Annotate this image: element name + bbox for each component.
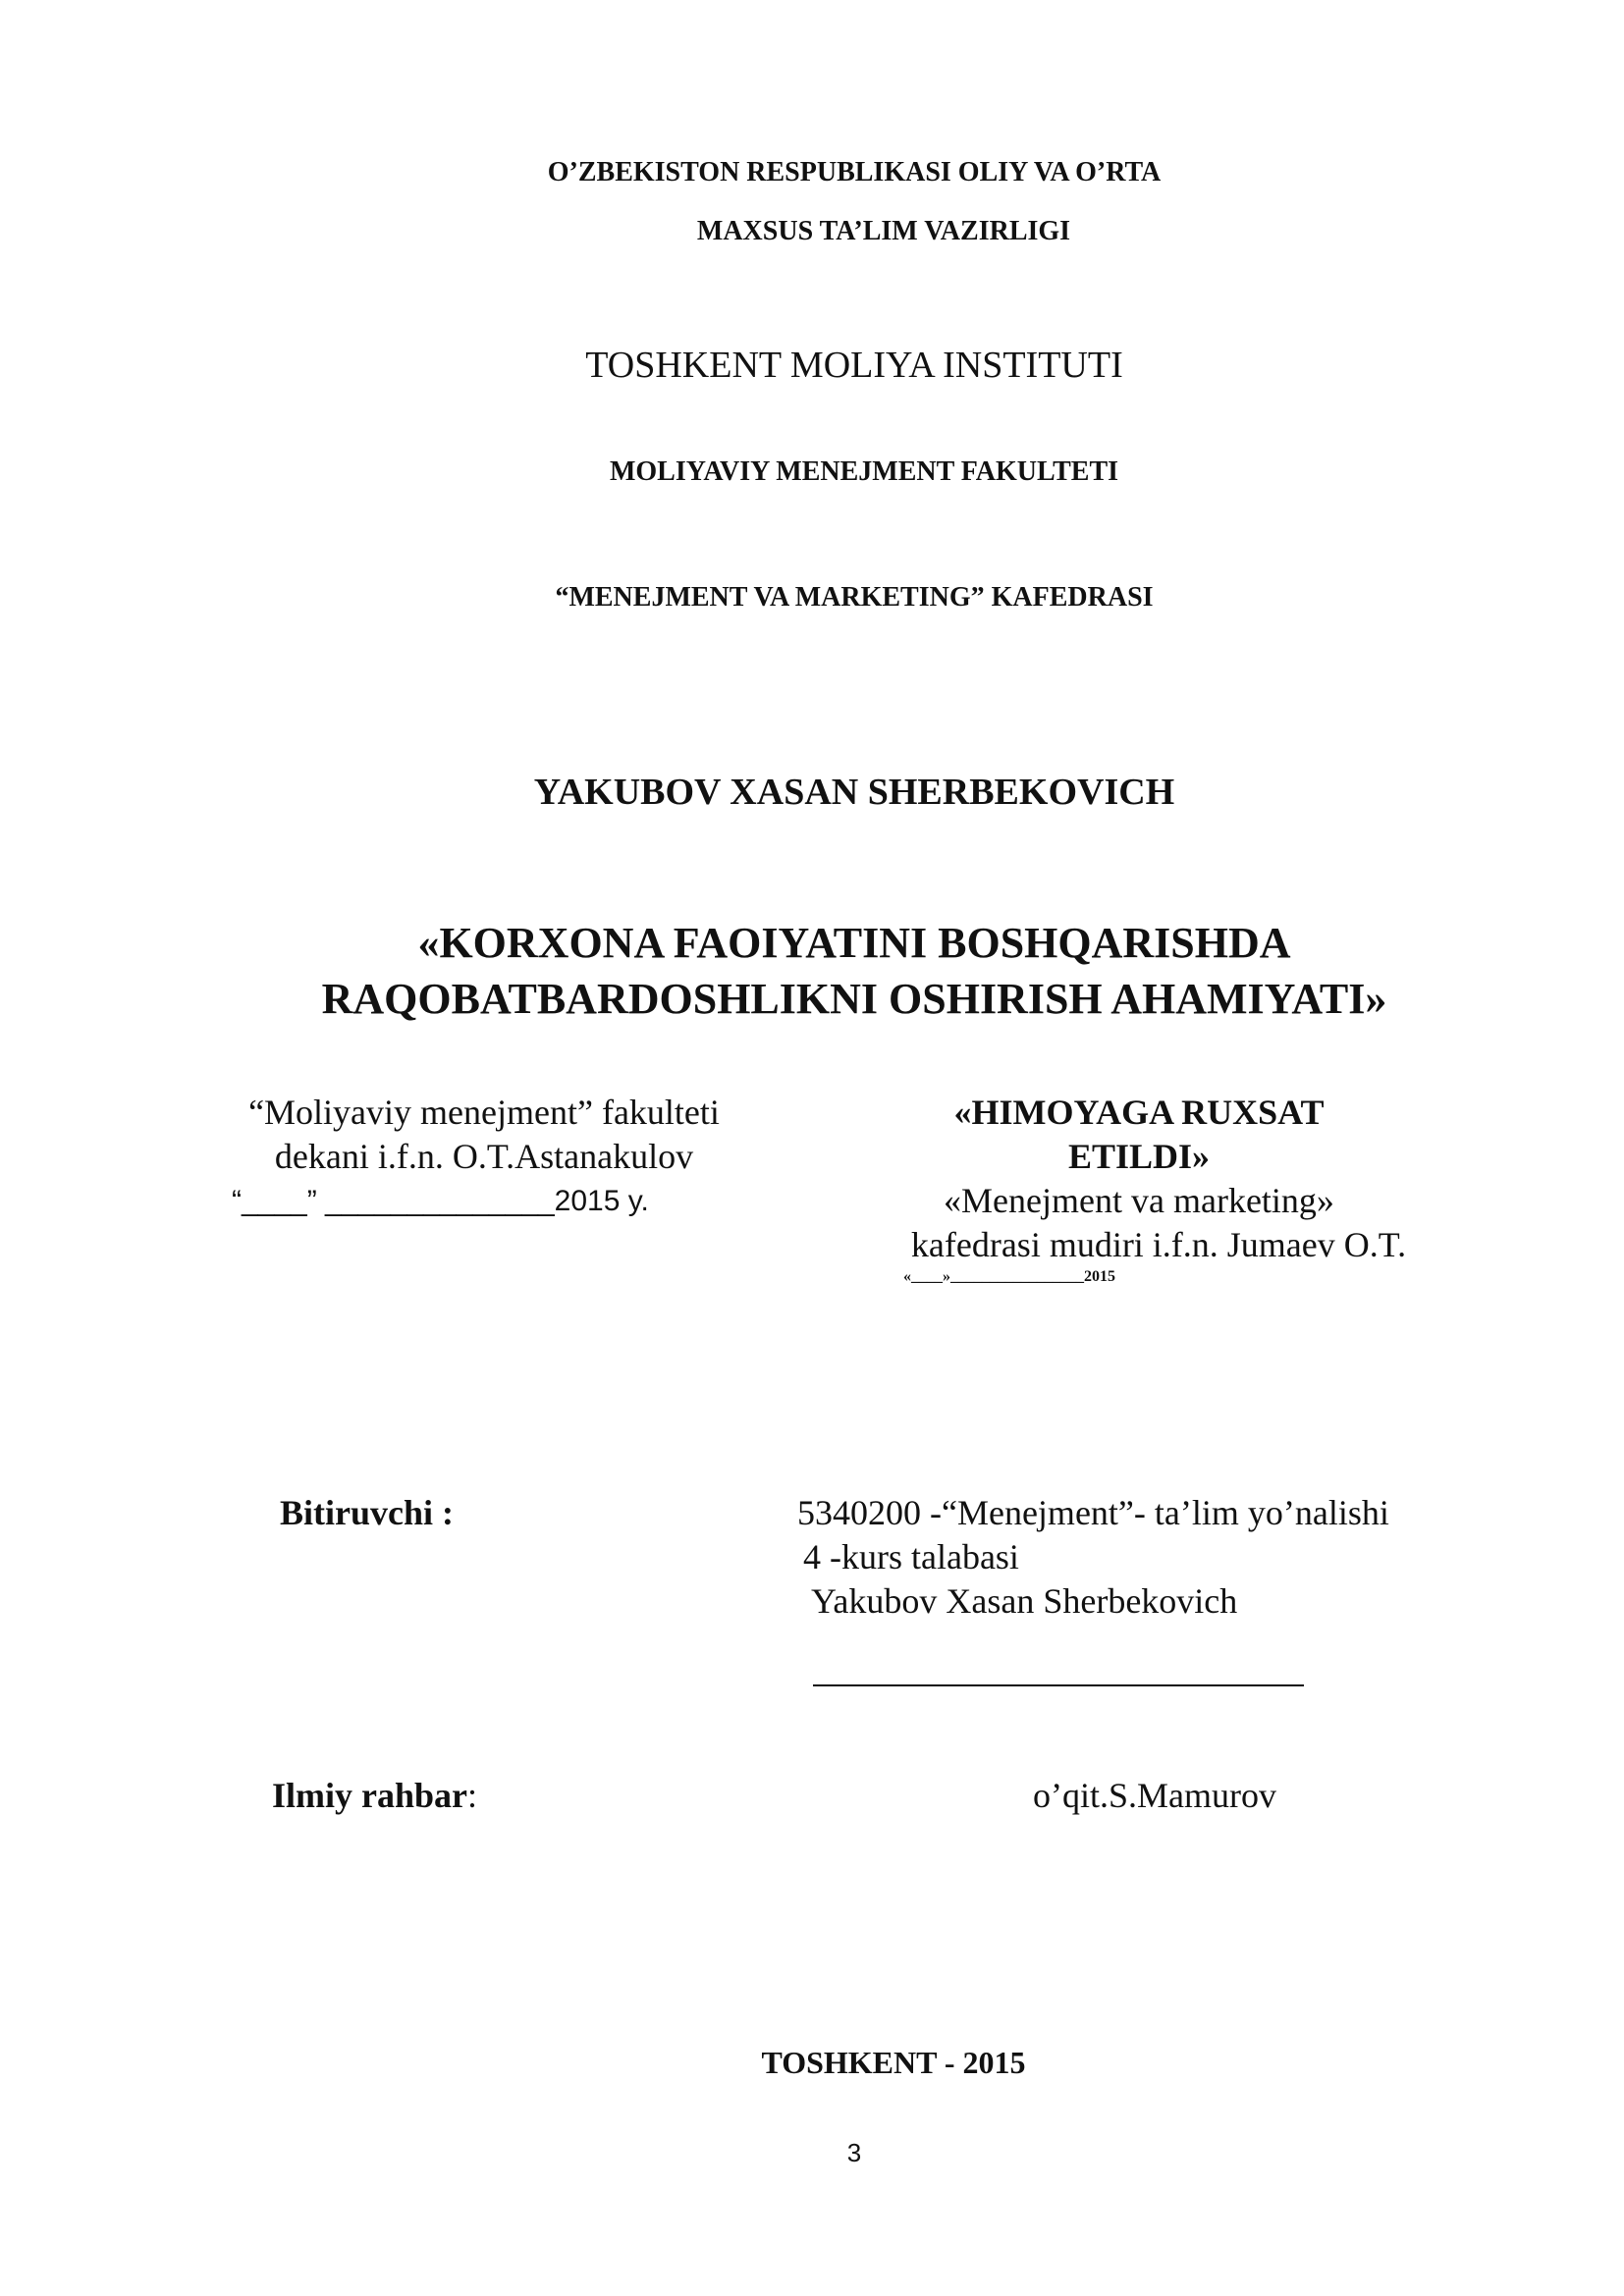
dean-line-2: dekani i.f.n. O.T.Astanakulov (274, 1137, 694, 1176)
approval-date-line: «____»_________________2015 (903, 1268, 1115, 1285)
supervisor-label-text: Ilmiy rahbar (272, 1776, 468, 1815)
graduate-line-3: Yakubov Xasan Sherbekovich (811, 1581, 1238, 1621)
graduate-line-2: 4 -kurs talabasi (803, 1537, 1019, 1576)
city-year: TOSHKENT - 2015 (761, 2045, 1026, 2080)
supervisor-name: o’qit.S.Mamurov (1033, 1776, 1276, 1815)
dean-line-1: “Moliyaviy menejment” fakulteti (248, 1093, 720, 1132)
ministry-line-1: O’ZBEKISTON RESPUBLIKASI OLIY VA O’RTA (547, 157, 1162, 187)
ministry-line-2: MAXSUS TA’LIM VAZIRLIGI (696, 216, 1071, 246)
institute-name: TOSHKENT MOLIYA INSTITUTI (585, 345, 1123, 386)
dean-date-line: “____” ______________2015 y. (232, 1185, 649, 1217)
supervisor-label (272, 1775, 477, 1816)
approval-line-2: ETILDI» (1067, 1137, 1211, 1176)
thesis-title-line-2: RAQOBATBARDOSHLIKNI OSHIRISH AHAMIYATI» (321, 975, 1387, 1023)
approval-line-1: «HIMOYAGA RUXSAT (953, 1093, 1325, 1132)
faculty-name: MOLIYAVIY MENEJMENT FAKULTETI (609, 456, 1119, 487)
department-name: “MENEJMENT VA MARKETING” KAFEDRASI (555, 582, 1154, 613)
supervisor-label-colon: : (467, 1776, 478, 1815)
graduate-label: Bitiruvchi : (280, 1493, 454, 1532)
thesis-title-line-1: «KORXONA FAOIYATINI BOSHQARISHDA (417, 919, 1291, 967)
author-name: YAKUBOV XASAN SHERBEKOVICH (533, 772, 1175, 813)
page-number: 3 (846, 2138, 862, 2167)
signature-line (813, 1684, 1304, 1686)
graduate-line-1: 5340200 -“Menejment”- ta’lim yo’nalishi (797, 1493, 1389, 1532)
approval-line-3: «Menejment va marketing» (944, 1181, 1334, 1220)
approval-line-4: kafedrasi mudiri i.f.n. Jumaev O.T. (910, 1225, 1407, 1264)
